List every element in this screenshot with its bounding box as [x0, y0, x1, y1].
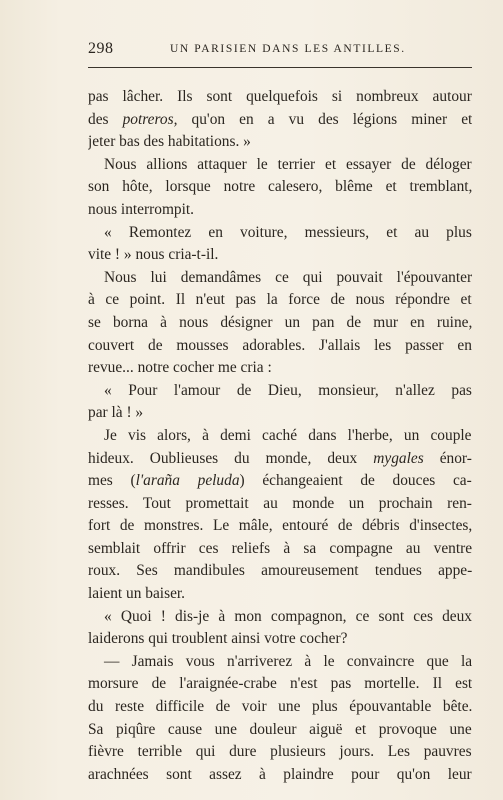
text-line — [88, 335, 472, 358]
text-line — [88, 560, 472, 583]
text-line — [88, 470, 472, 493]
line-text: — Jamais vous n'arriverez à le convaincre que la — [104, 652, 472, 670]
text-line — [88, 154, 472, 177]
text-fragment: mes ( — [88, 472, 136, 490]
text-line — [88, 493, 472, 516]
text-fragment: qu'on en a vu des légions miner et — [177, 110, 472, 128]
italic-text: l'araña peluda — [135, 472, 240, 490]
line-text: nous interrompit. — [88, 200, 195, 218]
line-text: revue... notre cocher me cria : — [88, 359, 272, 377]
line-text: Nous allions attaquer le terrier et essayer de déloger — [104, 155, 472, 173]
line-text: « Remontez en voiture, messieurs, et au plus — [104, 223, 472, 241]
text-line — [88, 380, 472, 403]
line-text: fièvre terrible qui dure plusieurs jours. Les pauvres — [88, 743, 472, 761]
text-line — [88, 628, 472, 651]
page-header — [88, 40, 472, 58]
text-line — [88, 538, 472, 561]
line-text: roux. Ses mandibules amoureusement tendues appe- — [88, 562, 472, 580]
line-text: à ce point. Il n'eut pas la force de nous répondre et — [88, 291, 472, 309]
line-text: son hôte, lorsque notre calesero, blême et tremblant, — [88, 178, 472, 196]
line-text: « Pour l'amour de Dieu, monsieur, n'allez pas — [104, 381, 472, 399]
line-text: couvert de mousses adorables. J'allais les passer en — [88, 336, 472, 354]
text-line — [88, 606, 472, 629]
running-head: UN PARISIEN DANS LES ANTILLES. — [170, 43, 406, 55]
line-text: laiderons qui troublent ainsi votre cocher? — [88, 630, 348, 648]
line-text: Nous lui demandâmes ce qui pouvait l'épouvanter — [104, 268, 472, 286]
text-line — [88, 696, 472, 719]
italic-text: potreros, — [122, 110, 178, 128]
line-text: resses. Tout promettait au monde un prochain ren- — [88, 494, 472, 512]
text-fragment: ) échangeaient de douces ca- — [239, 472, 472, 490]
text-line — [88, 131, 472, 154]
line-text: se borna à nous désigner un pan de mur en ruine, — [88, 313, 472, 331]
line-text: laient un baiser. — [88, 585, 186, 603]
text-line — [88, 741, 472, 764]
text-line — [88, 719, 472, 742]
header-rule — [88, 67, 472, 68]
line-text: fort de monstres. Le mâle, entouré de débris d'insectes, — [88, 517, 472, 535]
line-text: pas lâcher. Ils sont quelquefois si nombreux autour — [88, 88, 472, 105]
text-line — [88, 357, 472, 380]
text-line — [88, 673, 472, 696]
line-text: jeter bas des habitations. » — [88, 133, 251, 151]
line-text: arachnées sont assez à plaindre pour qu'on leur — [88, 765, 472, 783]
text-line — [88, 176, 472, 199]
text-line — [88, 86, 472, 109]
body-text — [88, 86, 472, 786]
italic-text: mygales — [373, 449, 424, 467]
text-line — [88, 764, 472, 787]
line-text: Je vis alors, à demi caché dans l'herbe, un couple — [104, 426, 472, 444]
text-line — [88, 109, 472, 132]
line-text: semblait offrir ces reliefs à sa compagne au ventre — [88, 539, 472, 557]
text-line — [88, 425, 472, 448]
text-line — [88, 199, 472, 222]
line-text: morsure de l'araignée-crabe n'est pas mortelle. Il est — [88, 675, 472, 693]
line-text: vite ! » nous cria-t-il. — [88, 246, 219, 264]
line-text: « Quoi ! dis-je à mon compagnon, ce sont ces deux — [104, 607, 472, 625]
text-fragment: hideux. Oublieuses du monde, deux — [88, 449, 374, 467]
line-text: par là ! » — [88, 404, 144, 422]
text-line — [88, 312, 472, 335]
text-line — [88, 448, 472, 471]
text-line — [88, 651, 472, 674]
text-line — [88, 222, 472, 245]
page-number: 298 — [88, 40, 114, 57]
line-text: Sa piqûre cause une douleur aiguë et provoque une — [88, 720, 472, 738]
text-line — [88, 583, 472, 606]
text-fragment: énor- — [423, 449, 472, 467]
text-fragment: des — [88, 110, 123, 128]
text-line — [88, 402, 472, 425]
text-line — [88, 515, 472, 538]
line-text: du reste difficile de voir une plus épouvantable bête. — [88, 698, 472, 716]
text-line — [88, 244, 472, 267]
text-line — [88, 267, 472, 290]
text-line — [88, 289, 472, 312]
